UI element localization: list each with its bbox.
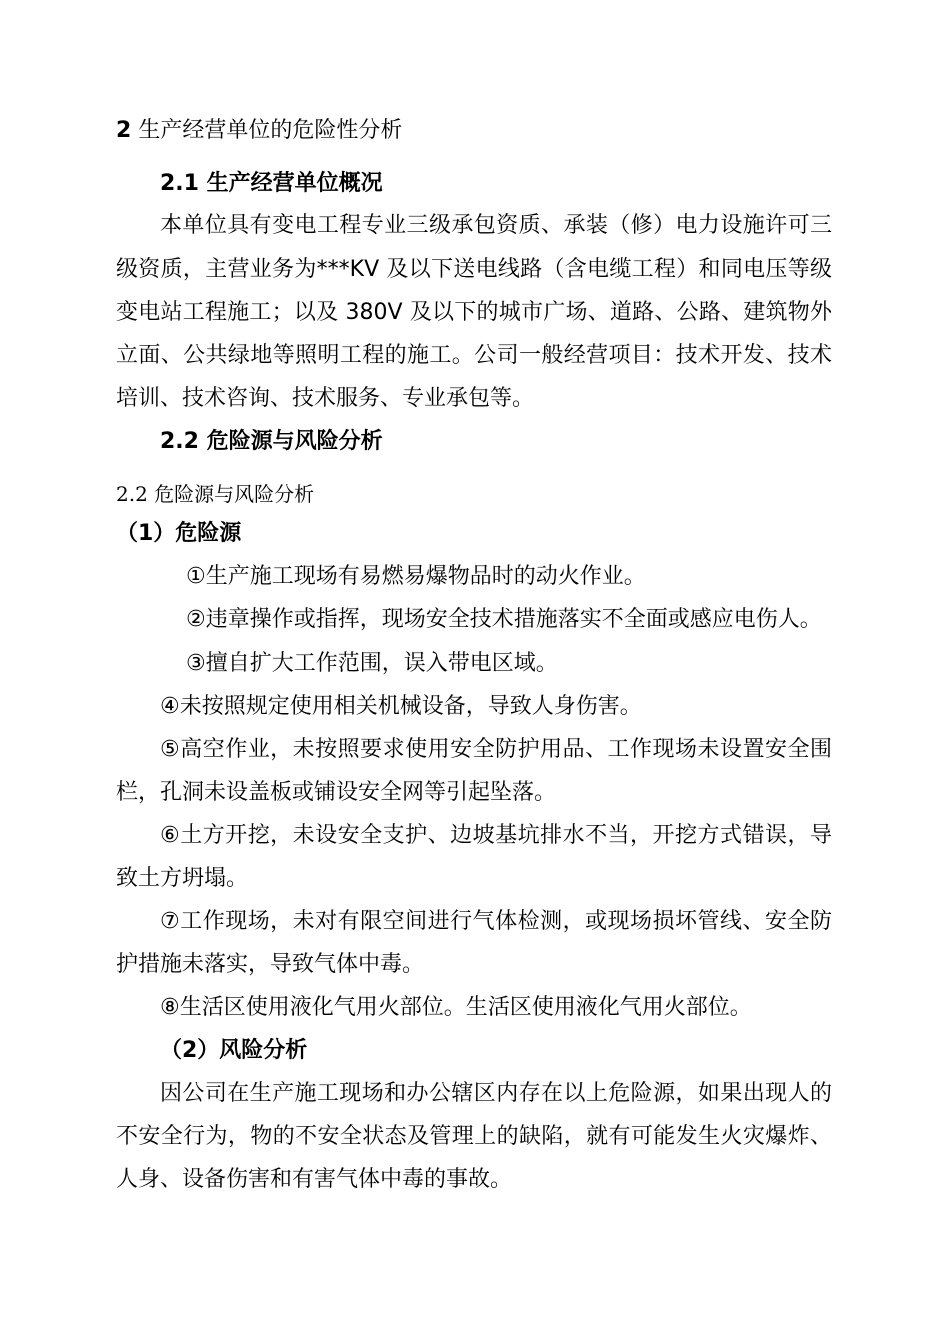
hazard-item-5a: ⑤高空作业，未按照要求使用安全防护用品、工作现场未设置安全围 xyxy=(160,737,832,762)
hazard-item-6b: 致土方坍塌。 xyxy=(116,866,249,891)
risk-line-1: 因公司在生产施工现场和办公辖区内存在以上危险源，如果出现人的 xyxy=(160,1081,832,1106)
hazard-item-1: ①生产施工现场有易燃易爆物品时的动火作业。 xyxy=(186,564,646,589)
hazard-item-6a: ⑥土方开挖，未设安全支护、边坡基坑排水不当，开挖方式错误，导 xyxy=(160,823,832,848)
section-2-title-text: 生产经营单位的危险性分析 xyxy=(138,118,403,143)
hazard-item-7b: 护措施未落实，导致气体中毒。 xyxy=(116,952,425,977)
hazard-item-7a: ⑦工作现场，未对有限空间进行气体检测，或现场损坏管线、安全防 xyxy=(160,909,832,934)
overview-line-4: 立面、公共绿地等照明工程的施工。公司一般经营项目：技术开发、技术 xyxy=(116,343,832,368)
hazard-item-8: ⑧生活区使用液化气用火部位。生活区使用液化气用火部位。 xyxy=(160,995,752,1020)
risk-line-3: 人身、设备伤害和有害气体中毒的事故。 xyxy=(116,1167,513,1192)
hazard-item-4: ④未按照规定使用相关机械设备，导致人身伤害。 xyxy=(160,694,642,719)
hazard-item-3: ③擅自扩大工作范围，误入带电区域。 xyxy=(186,651,558,676)
section-2-2-subtitle: 2.2 危险源与风险分析 xyxy=(116,482,315,506)
overview-line-1: 本单位具有变电工程专业三级承包资质、承装（修）电力设施许可三 xyxy=(160,213,832,238)
risk-line-2: 不安全行为，物的不安全状态及管理上的缺陷，就有可能发生火灾爆炸、 xyxy=(116,1124,832,1149)
hazard-heading: （1）危险源 xyxy=(116,521,242,546)
section-2-1-heading: 2.1 生产经营单位概况 xyxy=(160,171,383,196)
hazard-item-5b: 栏，孔洞未设盖板或铺设安全网等引起坠落。 xyxy=(116,780,557,805)
section-2-number: 2 xyxy=(116,118,132,143)
section-2-title xyxy=(116,116,402,146)
overview-line-5: 培训、技术咨询、技术服务、专业承包等。 xyxy=(116,386,535,411)
overview-line-2: 级资质，主营业务为***KV 及以下送电线路（含电缆工程）和同电压等级 xyxy=(116,257,832,282)
section-2-2-heading: 2.2 危险源与风险分析 xyxy=(160,429,383,454)
risk-heading: （2）风险分析 xyxy=(160,1038,308,1063)
overview-line-3: 变电站工程施工；以及 380V 及以下的城市广场、道路、公路、建筑物外 xyxy=(116,300,832,325)
hazard-item-2: ②违章操作或指挥，现场安全技术措施落实不全面或感应电伤人。 xyxy=(186,607,822,632)
